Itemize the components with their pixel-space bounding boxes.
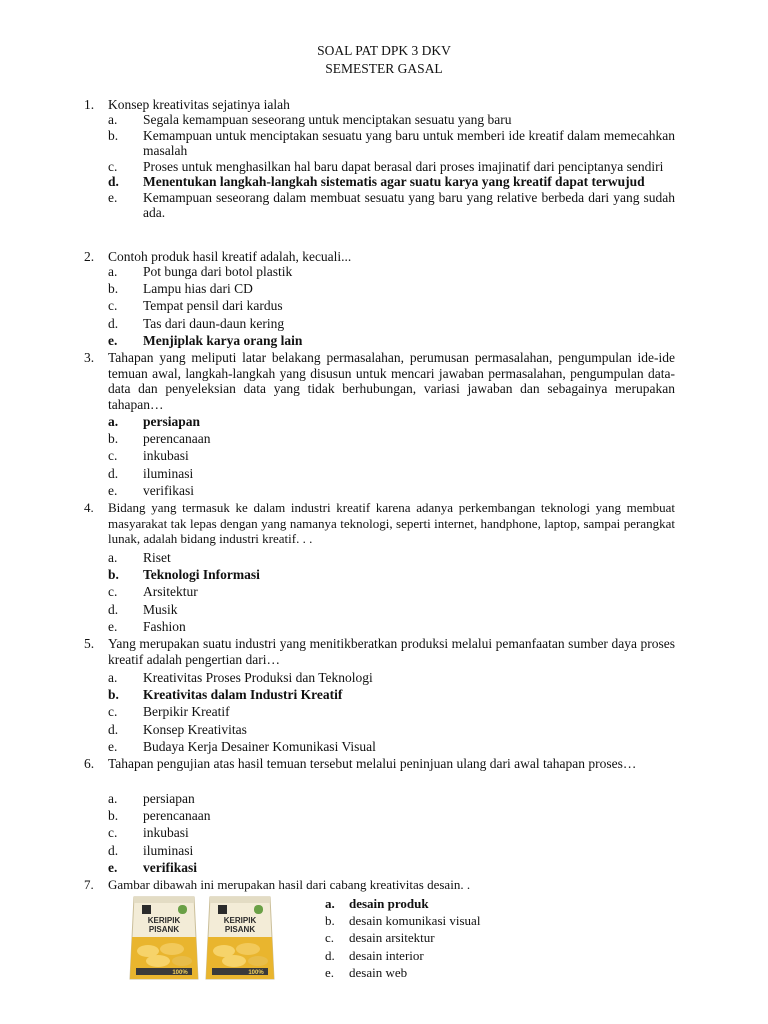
option-c: c. Tempat pensil dari kardus bbox=[108, 298, 283, 314]
option-b: b. perencanaan bbox=[108, 808, 211, 824]
svg-text:KERIPIK: KERIPIK bbox=[223, 916, 257, 925]
option-a: a. Kreativitas Proses Produksi dan Teknologi bbox=[108, 670, 373, 685]
question-number: 2. bbox=[84, 249, 95, 264]
option-b: b. desain komunikasi visual bbox=[325, 913, 481, 929]
options-2 bbox=[108, 263, 675, 349]
svg-text:KERIPIK: KERIPIK bbox=[147, 916, 181, 925]
options-7 bbox=[325, 895, 525, 981]
question-5 bbox=[84, 636, 675, 667]
question-text: Tahapan pengujian atas hasil temuan tersebut melalui peninjuan ulang dari awal tahapan proses… bbox=[108, 756, 637, 771]
question-text: Gambar dibawah ini merupakan hasil dari cabang kreativitas desain. . bbox=[108, 877, 471, 892]
question-number: 6. bbox=[84, 756, 95, 771]
options-1 bbox=[108, 112, 675, 221]
option-b-answer: b. Kreativitas dalam Industri Kreatif bbox=[108, 687, 343, 703]
page-subtitle: SEMESTER GASAL bbox=[325, 61, 443, 76]
question-number: 7. bbox=[84, 877, 94, 892]
svg-text:100%: 100% bbox=[248, 970, 264, 976]
banana-chips-pouch-image bbox=[204, 893, 276, 983]
option-a: a. persiapan bbox=[108, 791, 195, 806]
option-b-answer: b. Teknologi Informasi bbox=[108, 567, 260, 583]
option-c: c. inkubasi bbox=[108, 825, 189, 841]
question-number: 3. bbox=[84, 350, 95, 365]
option-d: d. Tas dari daun-daun kering bbox=[108, 315, 285, 331]
option-c: c. inkubasi bbox=[108, 448, 189, 464]
question-7 bbox=[84, 877, 675, 893]
question-text: Contoh produk hasil kreatif adalah, kecuali... bbox=[108, 249, 352, 264]
question-number: 1. bbox=[84, 97, 95, 112]
option-e-answer: e. verifikasi bbox=[108, 859, 197, 875]
question-number: 4. bbox=[84, 500, 94, 515]
option-c: c. desain arsitektur bbox=[325, 930, 435, 946]
option-d: d. iluminasi bbox=[108, 842, 194, 858]
option-d: d. desain interior bbox=[325, 947, 424, 963]
options-6 bbox=[108, 790, 675, 876]
option-a-answer: a. desain produk bbox=[325, 896, 429, 911]
option-e: e. Fashion bbox=[108, 618, 186, 634]
option-e: e. Kemampuan seseorang dalam membuat sesuatu yang baru yang relative berbeda dari yang sudah ada. bbox=[108, 189, 675, 220]
page-title: SOAL PAT DPK 3 DKV bbox=[317, 43, 451, 58]
question-6 bbox=[84, 756, 675, 772]
option-e-answer: e. Menjiplak karya orang lain bbox=[108, 332, 303, 348]
svg-text:PISANK: PISANK bbox=[148, 925, 180, 934]
option-c: c. Berpikir Kreatif bbox=[108, 704, 230, 720]
option-b: b. Lampu hias dari CD bbox=[108, 281, 253, 297]
svg-text:PISANK: PISANK bbox=[224, 925, 256, 934]
option-c: c. Arsitektur bbox=[108, 584, 198, 600]
question-text: Yang merupakan suatu industri yang menitikberatkan produksi melalui pemanfaatan sumber daya proses kreatif adalah pengertian dari… bbox=[108, 636, 675, 667]
option-d-answer: d. Menentukan langkah-langkah sistematis agar suatu karya yang kreatif dapat terwujud bbox=[108, 174, 645, 189]
option-a: a. Segala kemampuan seseorang untuk menciptakan sesuatu yang baru bbox=[108, 112, 512, 127]
option-d: d. Musik bbox=[108, 601, 178, 617]
option-d: d. iluminasi bbox=[108, 465, 194, 481]
question-text: Tahapan yang meliputi latar belakang permasalahan, perumusan permasalahan, pengumpulan ide-ide temuan awal, langkah-langkah yang disusun untuk mencari jawaban permasalahan, pengumpulan data-data dan penyeleksian data yang tidak berhubungan, variasi jawaban dan sebagainya merupakan tahapan… bbox=[108, 350, 675, 412]
option-a: a. Pot bunga dari botol plastik bbox=[108, 264, 293, 279]
option-a: a. Riset bbox=[108, 550, 171, 565]
option-b: b. perencanaan bbox=[108, 431, 211, 447]
banana-chips-pouch-image bbox=[128, 893, 200, 983]
options-5 bbox=[108, 669, 675, 755]
question-text: Bidang yang termasuk ke dalam industri kreatif karena adanya perkembangan teknologi yang membuat masyarakat tak lepas dengan yang namanya teknologi, seperti internet, handphone, laptop, sampai perangkat lunak, adalah bidang industri kreatif. . . bbox=[108, 500, 675, 546]
options-3 bbox=[108, 413, 675, 499]
option-b: b. Kemampuan untuk menciptakan sesuatu yang baru untuk memberi ide kreatif dalam memecahkan masalah bbox=[108, 127, 675, 158]
svg-text:100%: 100% bbox=[172, 970, 188, 976]
options-4 bbox=[108, 549, 675, 635]
option-d: d. Konsep Kreativitas bbox=[108, 721, 247, 737]
option-e: e. Budaya Kerja Desainer Komunikasi Visual bbox=[108, 738, 376, 754]
option-e: e. desain web bbox=[325, 964, 408, 980]
question-4 bbox=[84, 500, 675, 547]
question-text: Konsep kreativitas sejatinya ialah bbox=[108, 97, 290, 112]
option-a-answer: a. persiapan bbox=[108, 414, 201, 429]
question-number: 5. bbox=[84, 636, 95, 651]
option-e: e. verifikasi bbox=[108, 482, 194, 498]
question-3 bbox=[84, 350, 675, 412]
question-1 bbox=[84, 97, 675, 113]
option-c: c. Proses untuk menghasilkan hal baru dapat berasal dari proses imajinatif dari penciptanya sendiri bbox=[108, 158, 664, 174]
